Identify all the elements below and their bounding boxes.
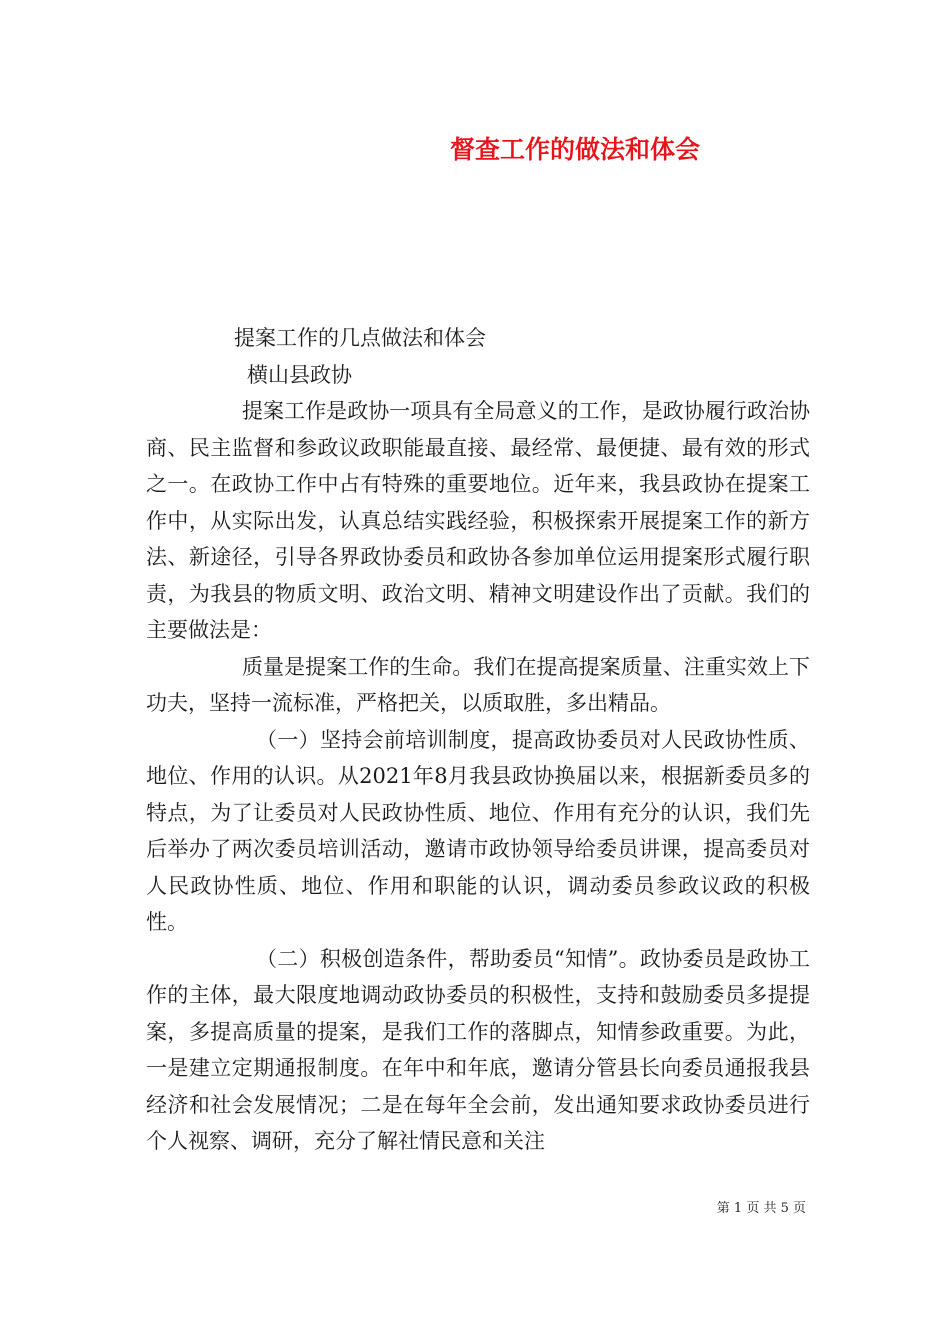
paragraph-informed: （二）积极创造条件，帮助委员“知情”。政协委员是政协工作的主体，最大限度地调动政协委员的积极性，支持和鼓励委员多提提案，多提高质量的提案，是我们工作的落脚点，知情参政重要。为此，一是建立定期通报制度。在年中和年底，邀请分管县长向委员通报我县经济和社会发展情况；二是在每年全会前，发出通知要求政协委员进行个人视察、调研，充分了解社情民意和关注 bbox=[146, 946, 810, 1153]
document-author: 横山县政协 bbox=[247, 362, 352, 387]
document-title: 督查工作的做法和体会 bbox=[449, 135, 700, 164]
paragraph-quality: 质量是提案工作的生命。我们在提高提案质量、注重实效上下功夫，坚持一流标准，严格把关，以质取胜，多出精品。 bbox=[146, 654, 810, 715]
document-subtitle: 提案工作的几点做法和体会 bbox=[234, 326, 486, 350]
paragraph-training: （一）坚持会前培训制度，提高政协委员对人民政协性质、地位、作用的认识。从2021年8月我县政协换届以来，根据新委员多的特点，为了让委员对人民政协性质、地位、作用有充分的认识，我们先后举办了两次委员培训活动，邀请市政协领导给委员讲课，提高委员对人民政协性质、地位、作用和职能的认识，调动委员参政议政的积极性。 bbox=[146, 727, 810, 934]
page-number-footer: 第 1 页 共 5 页 bbox=[716, 1201, 806, 1216]
document-body bbox=[146, 320, 810, 1160]
paragraph-intro: 提案工作是政协一项具有全局意义的工作，是政协履行政治协商、民主监督和参政议政职能最直接、最经常、最便捷、最有效的形式之一。在政协工作中占有特殊的重要地位。近年来，我县政协在提案工作中，从实际出发，认真总结实践经验，积极探索开展提案工作的新方法、新途径，引导各界政协委员和政协各参加单位运用提案形式履行职责，为我县的物质文明、政治文明、精神文明建设作出了贡献。我们的主要做法是： bbox=[146, 399, 810, 642]
